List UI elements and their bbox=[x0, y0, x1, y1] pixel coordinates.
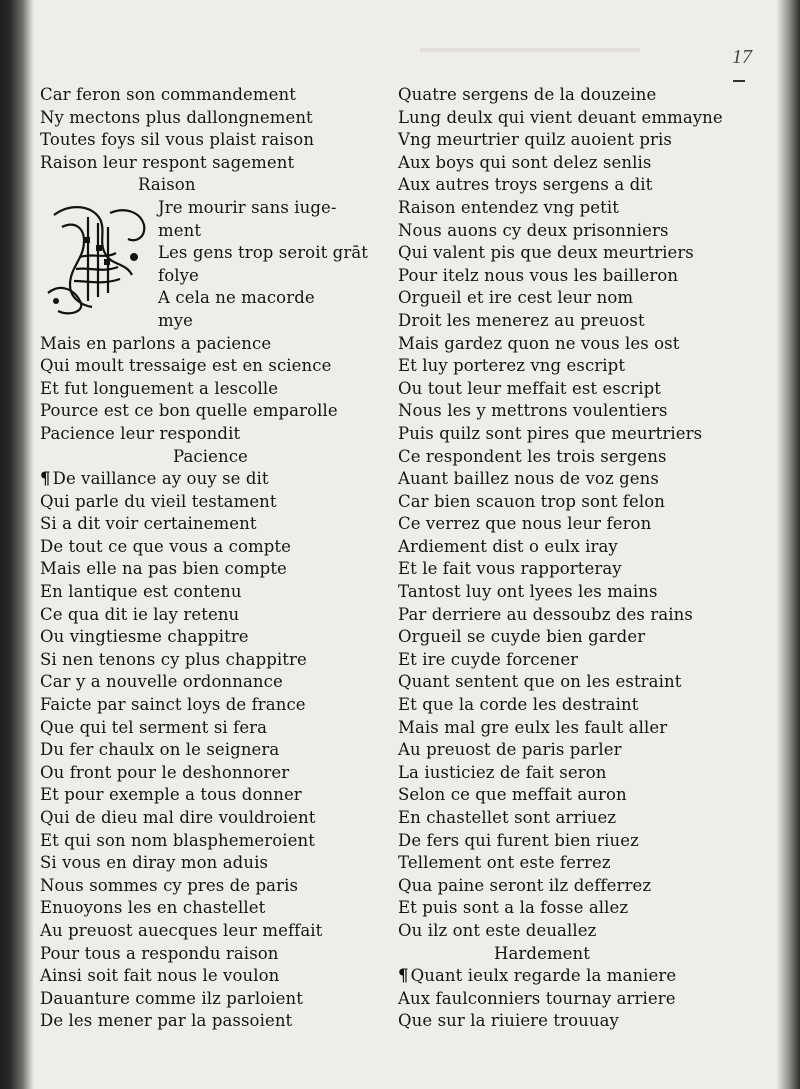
show-through-texture bbox=[420, 40, 720, 64]
verse-line: De fers qui furent bien riuez bbox=[398, 830, 639, 850]
verse-line: Ardiement dist o eulx iray bbox=[398, 536, 618, 556]
speaker-heading-pacience: Pacience bbox=[173, 446, 248, 466]
verse-line: Ou tout leur meffait est escript bbox=[398, 378, 662, 398]
verse-line: Et luy porterez vng escript bbox=[398, 356, 626, 376]
verse-line: Pacience leur respondit bbox=[40, 423, 241, 443]
verse-line: Ny mectons plus dallongnement bbox=[40, 107, 313, 127]
verse-line: mye bbox=[158, 310, 194, 330]
verse-line: De tout ce que vous a compte bbox=[40, 536, 292, 556]
verse-line: En lantique est contenu bbox=[40, 582, 242, 602]
left-column bbox=[40, 84, 368, 1033]
speaker-heading-raison: Raison bbox=[138, 175, 196, 195]
verse-line: Jre mourir sans iuge- bbox=[158, 197, 337, 217]
verse-line: Tellement ont este ferrez bbox=[398, 853, 611, 873]
verse-line: Faicte par sainct loys de france bbox=[40, 695, 306, 715]
verse-line: Que qui tel serment si fera bbox=[40, 717, 268, 737]
verse-line: Qui valent pis que deux meurtriers bbox=[398, 243, 694, 263]
verse-line: En chastellet sont arriuez bbox=[398, 808, 617, 827]
pilcrow-icon: ¶ bbox=[398, 966, 409, 986]
verse-line: Que sur la riuiere trouuay bbox=[398, 1011, 619, 1031]
verse-line: Et puis sont a la fosse allez bbox=[398, 898, 629, 918]
verse-line: Auant baillez nous de voz gens bbox=[398, 469, 659, 489]
verse-line: Puis quilz sont pires que meurtriers bbox=[398, 423, 703, 443]
verse-line: Mais gardez quon ne vous les ost bbox=[398, 333, 680, 353]
verse-line: Nous auons cy deux prisonniers bbox=[398, 220, 669, 240]
verse-line-text: De vaillance ay ouy se dit bbox=[52, 469, 269, 489]
verse-line: Et fut longuement a lescolle bbox=[40, 378, 279, 398]
pilcrow-icon: ¶ bbox=[40, 469, 51, 489]
binding-shadow-right bbox=[776, 0, 800, 1089]
verse-line: Ce verrez que nous leur feron bbox=[398, 514, 652, 534]
verse-line: Du fer chaulx on le seignera bbox=[40, 740, 280, 760]
verse-line: Mais en parlons a pacience bbox=[40, 333, 272, 353]
verse-line: Aux faulconniers tournay arriere bbox=[398, 988, 676, 1008]
verse-line: Raison leur respont sagement bbox=[40, 152, 295, 172]
left-bottom-lines bbox=[40, 491, 360, 1033]
verse-line: De les mener par la passoient bbox=[40, 1011, 293, 1031]
verse-line: folye bbox=[158, 265, 199, 285]
verse-line: Mais elle na pas bien compte bbox=[40, 559, 287, 579]
verse-line: Ou ilz ont este deuallez bbox=[398, 920, 597, 940]
verse-line: Car y a nouvelle ordonnance bbox=[40, 672, 283, 692]
verse-line: Aux boys qui sont delez senlis bbox=[398, 152, 652, 172]
verse-line: Nous les y mettrons voulentiers bbox=[398, 401, 668, 421]
verse-line: Et ire cuyde forcener bbox=[398, 649, 579, 669]
verse-line: Tantost luy ont lyees les mains bbox=[398, 582, 658, 602]
verse-line: Toutes foys sil vous plaist raison bbox=[40, 130, 315, 150]
verse-line: Quatre sergens de la douzeine bbox=[398, 85, 657, 104]
verse-line: La iusticiez de fait seron bbox=[398, 762, 607, 782]
folio-number: 17 bbox=[732, 46, 752, 68]
left-middle-lines bbox=[40, 333, 360, 446]
verse-line: Raison entendez vng petit bbox=[398, 197, 619, 217]
verse-line: Au preuost auecques leur meffait bbox=[40, 920, 323, 940]
verse-line: Car feron son commandement bbox=[40, 85, 296, 104]
speaker-heading-hardement: Hardement bbox=[494, 943, 591, 963]
verse-line: Les gens trop seroit grāt bbox=[158, 243, 368, 263]
verse-line: Et que la corde les destraint bbox=[398, 695, 639, 715]
verse-line: Ou vingtiesme chappitre bbox=[40, 627, 249, 647]
verse-line: ment bbox=[158, 220, 202, 240]
verse-line: Qui parle du vieil testament bbox=[40, 491, 277, 511]
verse-line: Par derriere au dessoubz des rains bbox=[398, 604, 693, 624]
decorated-initial-M-icon bbox=[40, 197, 152, 319]
verse-line: Pour tous a respondu raison bbox=[40, 943, 279, 963]
verse-line: Au preuost de paris parler bbox=[398, 740, 622, 760]
verse-line: Dauanture comme ilz parloient bbox=[40, 988, 303, 1008]
verse-line: Qua paine seront ilz defferrez bbox=[398, 875, 652, 895]
verse-line: Selon ce que meffait auron bbox=[398, 785, 627, 805]
verse-line: Ce respondent les trois sergens bbox=[398, 446, 667, 466]
verse-line: Mais mal gre eulx les fault aller bbox=[398, 717, 668, 737]
left-top-lines bbox=[40, 84, 360, 174]
verse-line: Qui de dieu mal dire vouldroient bbox=[40, 808, 316, 827]
verse-line: Orgueil et ire cest leur nom bbox=[398, 288, 634, 308]
verse-line: A cela ne macorde bbox=[158, 288, 315, 308]
verse-line: Et qui son nom blasphemeroient bbox=[40, 830, 315, 850]
verse-line: Aux autres troys sergens a dit bbox=[398, 175, 653, 195]
verse-line: Ainsi soit fait nous le voulon bbox=[40, 966, 280, 986]
verse-line: Et pour exemple a tous donner bbox=[40, 785, 302, 805]
pilcrow-line bbox=[40, 468, 360, 491]
verse-line: Quant sentent que on les estraint bbox=[398, 672, 682, 692]
pilcrow-line bbox=[398, 965, 728, 988]
verse-line: Lung deulx qui vient deuant emmayne bbox=[398, 107, 723, 127]
right-column bbox=[398, 84, 728, 1033]
right-lines bbox=[398, 84, 728, 943]
verse-line: Et le fait vous rapporteray bbox=[398, 559, 622, 579]
verse-line: Orgueil se cuyde bien garder bbox=[398, 627, 646, 647]
verse-line: Car bien scauon trop sont felon bbox=[398, 491, 666, 511]
verse-line: Nous sommes cy pres de paris bbox=[40, 875, 299, 895]
verse-line: Pource est ce bon quelle emparolle bbox=[40, 401, 338, 421]
verse-line: Si nen tenons cy plus chappitre bbox=[40, 649, 307, 669]
verse-line: Enuoyons les en chastellet bbox=[40, 898, 266, 918]
verse-line: Si vous en diray mon aduis bbox=[40, 853, 269, 873]
verse-line: Pour itelz nous vous les bailleron bbox=[398, 265, 679, 285]
verse-line: Qui moult tressaige est en science bbox=[40, 356, 332, 376]
verse-line-text: Quant ieulx regarde la maniere bbox=[410, 966, 677, 986]
verse-line: Si a dit voir certainement bbox=[40, 514, 257, 534]
binding-shadow-left bbox=[0, 0, 34, 1089]
verse-line: Ce qua dit ie lay retenu bbox=[40, 604, 240, 624]
folio-rule bbox=[733, 80, 745, 82]
verse-line: Droit les menerez au preuost bbox=[398, 310, 645, 330]
verse-line: Ou front pour le deshonnorer bbox=[40, 762, 290, 782]
verse-line: Vng meurtrier quilz auoient pris bbox=[398, 130, 672, 150]
